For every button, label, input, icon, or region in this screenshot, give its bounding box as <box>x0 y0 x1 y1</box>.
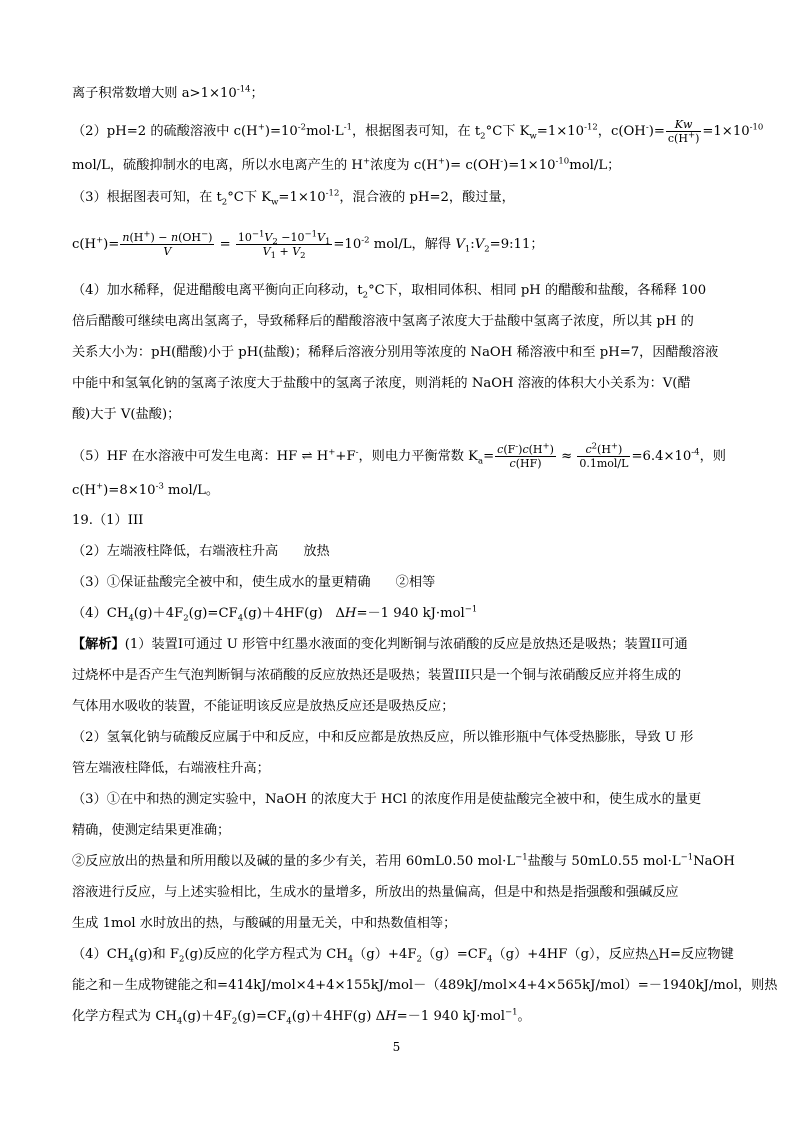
analysis-line: 管左端液柱降低，右端液柱升高； <box>72 761 270 776</box>
answer-line: 19.（1）III <box>72 513 144 528</box>
analysis-line: 【解析】(1）装置I可通过 U 形管中红墨水液面的变化判断铜与浓硝酸的反应是放热还是吸热；装置II可通 <box>72 637 688 652</box>
analysis-line: 气体用水吸收的装置，不能证明该反应是放热反应还是吸热反应； <box>72 699 455 714</box>
analysis-line: 溶液进行反应，与上述实验相比，生成水的量增多，所放出的热量偏高，但是中和热是指强酸和强碱反应 <box>72 885 679 900</box>
analysis-line: 能之和－生成物键能之和=414kJ/mol×4+4×155kJ/mol－（489kJ/mol×4+4×565kJ/mol）=－1940kJ/mol，则热 <box>72 978 778 993</box>
answer-line: $(4)CH_4(g)+4F_2(g)=CF_4(g)+4HF(g)$ ΔH=－1 940 kJ·mol$^{-1}$ <box>72 604 478 624</box>
text-line: c(H+)= $\frac{n(H^+) - n(OH^-)}{V}$ = $\frac{10^{-1}V_2 -10^{-1}V_1}{V_1 + V_2}$ $=10^{-2}$ mol/L，解得 $V_1:V_2=9:11$； <box>72 229 544 262</box>
analysis-line: 精确，使测定结果更准确； <box>72 823 231 838</box>
analysis-line: 生成 1mol 水时放出的热，与酸碱的用量无关，中和热数值相等； <box>72 916 457 931</box>
text-line: 中能中和氢氧化钠的氢离子浓度大于盐酸中的氢离子浓度，则消耗的 NaOH 溶液的体积大小关系为：V(醋 <box>72 376 691 391</box>
analysis-line: ②反应放出的热量和所用酸以及碱的量的多少有关，若用 60mL0.50 $mol\cdot L^{-1}$盐酸与 50mL0.55 $mol\cdot L^{-1}NaOH$ <box>72 852 735 869</box>
text-line: 倍后醋酸可继续电离出氢离子，导致稀释后的醋酸溶液中氢离子浓度大于盐酸中氢离子浓度，所以其 pH 的 <box>72 314 694 329</box>
answer-line: （2）左端液柱降低，右端液柱升高 放热 <box>72 544 330 559</box>
page-number: 5 <box>392 1040 401 1054</box>
text-line: （3）根据图表可知，在 $t_2^\circ C$下 $K_w=1\times 10^{-12}$，混合液的 pH=2，酸过量， <box>72 188 515 208</box>
analysis-line: 化学方程式为 $CH_4(g)+4F_2(g)=CF_4(g)+4HF(g)$ ΔH=－1 940 kJ·mol$^{-1}$。 <box>72 1007 531 1027</box>
text-line: （5）HF 在水溶液中可发生电离：HF ⇌ H++F-，则电力平衡常数 $K_a=$ $\frac{c(F^-)c(H^+)}{c(HF)}$ ≈ $\frac{c^2(H^+)}{\text{0.1mol/L}}$ $=6.4\times 10^{-4}$，则 <box>72 441 726 470</box>
analysis-line: （3）①在中和热的测定实验中，NaOH 的浓度大于 HCl 的浓度作用是使盐酸完全被中和，使生成水的量更 <box>72 792 702 807</box>
text-line: $c(H^+)=8\times 10^{-3}$ mol/L。 <box>72 481 220 498</box>
text-line: （4）加水稀释，促进醋酸电离平衡向正向移动，$t_2^\circ C$下，取相同体积、相同 pH 的醋酸和盐酸，各稀释 100 <box>72 283 707 301</box>
fraction: $\frac{c(F^-)c(H^+)}{c(HF)}$ <box>497 441 554 470</box>
fraction: $\frac{10^{-1}V_2 -10^{-1}V_1}{V_1 + V_2}$ <box>237 229 331 262</box>
text-line: mol/L，硫酸抑制水的电离，所以水电离产生的 H+浓度为 $c(H^+)= c(OH^-)=1\times 10^{-10}mol/L$； <box>72 156 621 173</box>
fraction: $\frac{c^2(H^+)}{\text{0.1mol/L}}$ <box>579 441 629 470</box>
analysis-line: $(4)CH_4(g)$和 $F_2(g)$反应的化学方程式为 $CH_4(g)+4F_2(g)=CF_4(g)+4HF(g)$，反应热△H=反应物键 <box>72 947 734 965</box>
analysis-line: （2）氢氧化钠与硫酸反应属于中和反应，中和反应都是放热反应，所以锥形瓶中气体受热膨胀，导致 U 形 <box>72 730 694 745</box>
fraction: $\frac{n(H^+) - n(OH^-)}{V}$ <box>122 229 213 258</box>
text-line: （2）pH=2 的硫酸溶液中 $c(H^+)=10^{-2}mol\cdot L^{-1}$，根据图表可知，在 $t_2^\circ C$下 $K_w=1\times 10^{-12}$，c(OH-)= $\frac{Kw}{c(H^+)}$ $=1\times 10^{-10}$ <box>72 118 764 145</box>
answer-line: （3）①保证盐酸完全被中和，使生成水的量更精确 ②相等 <box>72 575 436 590</box>
text-line: 离子积常数增大则 $a>1\times 10^{-14}$； <box>72 84 264 101</box>
text-line: 酸)大于 V(盐酸)； <box>72 407 181 422</box>
analysis-line: 过烧杯中是否产生气泡判断铜与浓硝酸的反应放热还是吸热；装置III只是一个铜与浓硝酸反应并将生成的 <box>72 668 682 683</box>
text-line: 关系大小为：pH(醋酸)小于 pH(盐酸)；稀释后溶液分别用等浓度的 NaOH 稀溶液中和至 pH=7，因醋酸溶液 <box>72 345 719 360</box>
fraction: $\frac{Kw}{c(H^+)}$ <box>667 118 700 145</box>
